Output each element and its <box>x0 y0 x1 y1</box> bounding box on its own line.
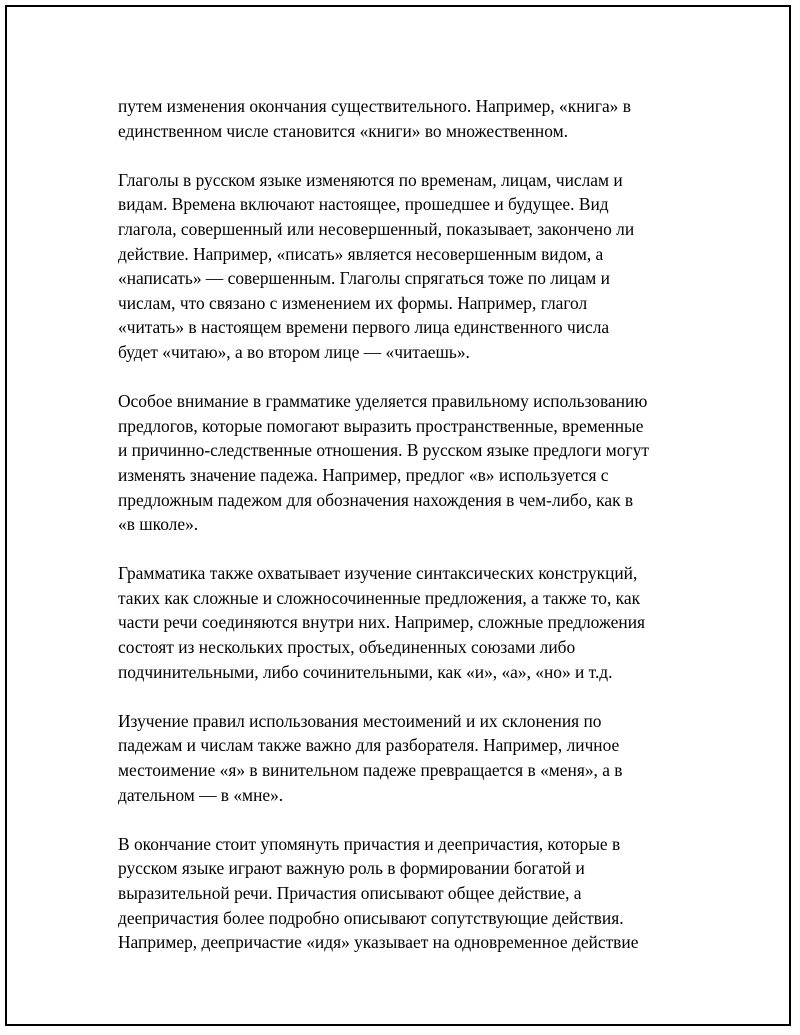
text-line: изменять значение падежа. Например, предлог «в» используется с <box>118 464 609 485</box>
text-line: Особое внимание в грамматике уделяется правильному использованию <box>118 391 648 412</box>
text-line: единственном числе становится «книги» во множественном. <box>118 120 568 141</box>
text-line: «написать» — совершенным. Глаголы спрягаться тоже по лицам и <box>118 268 610 289</box>
text-line: числам, что связано с изменением их формы. Например, глагол <box>118 292 588 313</box>
paragraph <box>118 561 678 684</box>
text-line: части речи соединяются внутри них. Например, сложные предложения <box>118 612 646 633</box>
text-line: и причинно-следственные отношения. В русском языке предлоги могут <box>118 440 649 461</box>
text-line: Грамматика также охватывает изучение синтаксических конструкций, <box>118 563 638 584</box>
text-line: будет «читаю», а во втором лице — «читаешь». <box>118 341 470 362</box>
paragraph <box>118 709 678 807</box>
text-line: «в школе». <box>118 514 199 535</box>
paragraph <box>118 168 678 365</box>
text-line: В окончание стоит упомянуть причастия и деепричастия, которые в <box>118 833 621 854</box>
text-line: действие. Например, «писать» является несовершенным видом, а <box>118 243 604 264</box>
text-line: глагола, совершенный или несовершенный, показывает, закончено ли <box>118 218 635 239</box>
paragraph <box>118 389 678 537</box>
text-line: таких как сложные и сложносочиненные предложения, а также то, как <box>118 587 641 608</box>
text-line: подчинительными, либо сочинительными, как «и», «а», «но» и т.д. <box>118 661 613 682</box>
text-line: Глаголы в русском языке изменяются по временам, лицам, числам и <box>118 169 623 190</box>
document-body <box>118 94 678 979</box>
text-line: предлогов, которые помогают выразить пространственные, временные <box>118 415 644 436</box>
text-line: Изучение правил использования местоимений и их склонения по <box>118 710 602 731</box>
text-line: «читать» в настоящем времени первого лица единственного числа <box>118 317 610 338</box>
text-line: путем изменения окончания существительного. Например, «книга» в <box>118 96 631 116</box>
text-line: видам. Времена включают настоящее, прошедшее и будущее. Вид <box>118 194 609 215</box>
text-line: Например, деепричастие «идя» указывает на одновременное действие <box>118 932 639 953</box>
paragraph <box>118 832 678 955</box>
text-line: русском языке играют важную роль в формировании богатой и <box>118 858 585 879</box>
text-line: дательном — в «мне». <box>118 784 284 805</box>
text-line: падежам и числам также важно для разборателя. Например, личное <box>118 735 620 756</box>
paragraph <box>118 94 678 143</box>
text-line: состоят из нескольких простых, объединенных союзами либо <box>118 637 576 658</box>
text-line: местоимение «я» в винительном падеже превращается в «меня», а в <box>118 760 623 781</box>
text-line: предложным падежом для обозначения нахождения в чем-либо, как в <box>118 489 634 510</box>
text-line: деепричастия более подробно описывают сопутствующие действия. <box>118 907 624 928</box>
text-line: выразительной речи. Причастия описывают общее действие, а <box>118 883 582 903</box>
